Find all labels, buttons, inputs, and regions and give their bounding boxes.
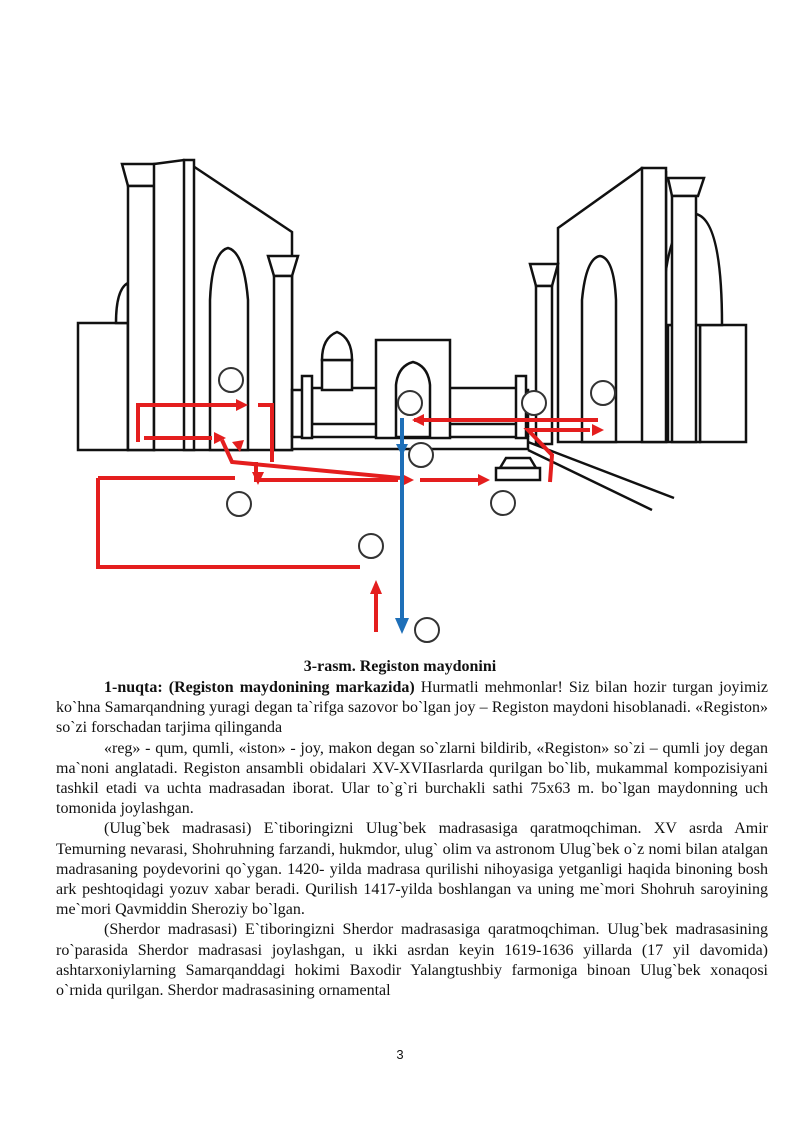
paragraph-text: Hurmatli mehmonlar! Siz bilan hozir turgan joyimiz ko`hna Samarqandning yuragi degan ta`rifga sazovor bo`lgan joy – Registon maydoni hisoblanadi. «Registon» so`zi forschadan tarjima qilinganda: [56, 679, 768, 737]
paragraph-text: (Sherdor madrasasi) E`tiboringizni Sherdor madrasasiga qaratmoqchiman. Ulug`bek madrasasining ro`parasida Sherdor madrasasi joylashgan, u ikki asrdan keyin 1619-1636 yillarda (17 yil davomida) ashtarxoniylarning Samarqanddagi hokimi Baxodir Yalangtushbiy farmoniga binoan Ulug`bek xonaqosi o`rnida qurilgan. Sherdor madrasasining ornamental: [56, 921, 768, 1000]
paragraph-text: «reg» - qum, qumli, «iston» - joy, makon degan so`zlarni bildirib, «Registon» so`zi – qumli joy degan ma`noni anglatadi. Registon ansambli obidalari XV-XVIIasrlarda qurilgan bo`lib, mukammal kompozisiyani tashkil etadi va uchta madrasadan iborat. Ular to`g`ri burchakli sathi 75x63 m. bo`lgan maydonning uch tomonida joylashgan.: [56, 739, 768, 818]
paragraph-4: [56, 920, 768, 1001]
body-text: [56, 678, 768, 1001]
page-number: 3: [396, 1047, 404, 1062]
pavilion: [496, 458, 540, 480]
paragraph-2: [56, 739, 768, 820]
figure-caption: 3-rasm. Registon maydonini: [303, 658, 497, 675]
blue-route: [395, 418, 409, 634]
paragraph-lead: 1-nuqta: (Registon maydonining markazida): [104, 679, 415, 696]
right-madrasa: [530, 168, 746, 444]
paragraph-1: [56, 678, 768, 739]
paragraph-3: [56, 819, 768, 920]
paragraph-text: (Ulug`bek madrasasi) E`tiboringizni Ulug`bek madrasasiga qaratmoqchiman. XV asrda Amir Temurning nevarasi, Shohruhning farzandi, hukmdor, ulug` olim va astronom Ulug`bek o`z nomi bilan atalgan madrasaning poydevorini qo`ygan. 1420- yilda madrasa qurilishi nihoyasiga yetganligi haqida binoning bosh ark peshtoqidagi yozuv xabar beradi. Qurilish 1417-yilda boshlangan va uning me`mori Shohruh saroyining me`mori Qavmiddin Sheroziy bo`lgan.: [56, 820, 768, 919]
